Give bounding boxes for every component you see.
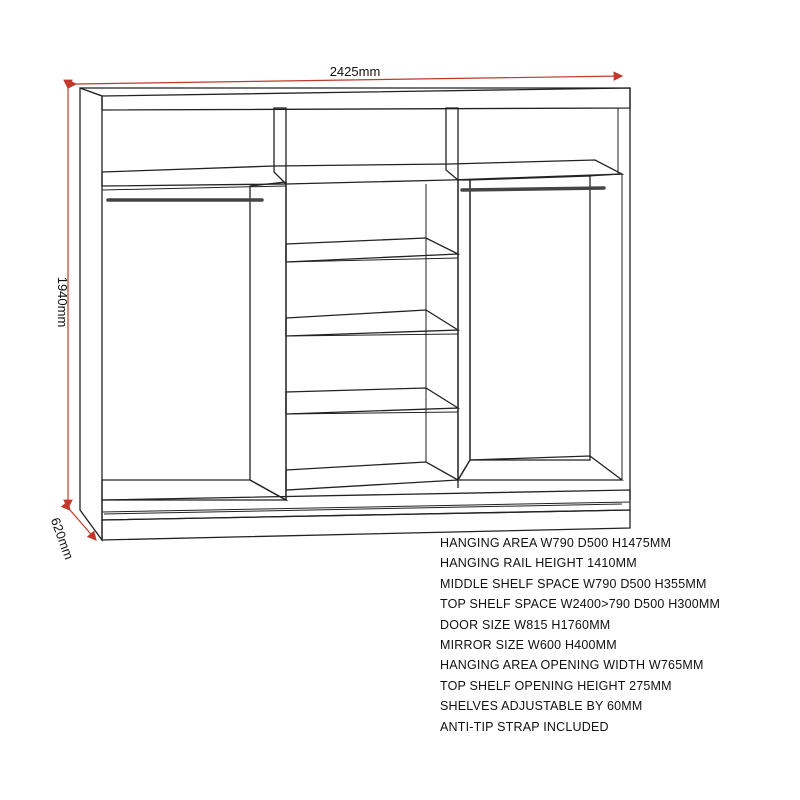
spec-item: SHELVES ADJUSTABLE BY 60MM [440, 699, 643, 714]
right-hanging-section [458, 174, 622, 480]
top-dividers [274, 108, 458, 184]
top-shelf [102, 160, 622, 190]
middle-shelving [286, 180, 458, 500]
spec-item: DOOR SIZE W815 H1760MM [440, 617, 611, 632]
depth-dimension [48, 510, 96, 561]
spec-item: HANGING AREA W790 D500 H1475MM [440, 536, 672, 550]
spec-item: TOP SHELF OPENING HEIGHT 275MM [440, 678, 672, 693]
left-hanging-section [102, 182, 286, 500]
depth-label: 620mm [47, 515, 77, 562]
height-label: 1940mm [55, 276, 70, 328]
spec-item: MIDDLE SHELF SPACE W790 D500 H355MM [440, 576, 707, 591]
spec-item: HANGING AREA OPENING WIDTH W765MM [440, 658, 704, 673]
spec-item: TOP SHELF SPACE W2400>790 D500 H300MM [440, 597, 721, 612]
spec-item: HANGING RAIL HEIGHT 1410MM [440, 556, 637, 571]
height-dimension [55, 88, 70, 508]
right-hanging-rail [462, 188, 604, 190]
width-dimension [76, 64, 622, 84]
specifications-list [440, 533, 780, 737]
spec-item: MIRROR SIZE W600 H400MM [440, 638, 617, 653]
spec-item: ANTI-TIP STRAP INCLUDED [440, 719, 609, 734]
width-label: 2425mm [329, 64, 381, 79]
